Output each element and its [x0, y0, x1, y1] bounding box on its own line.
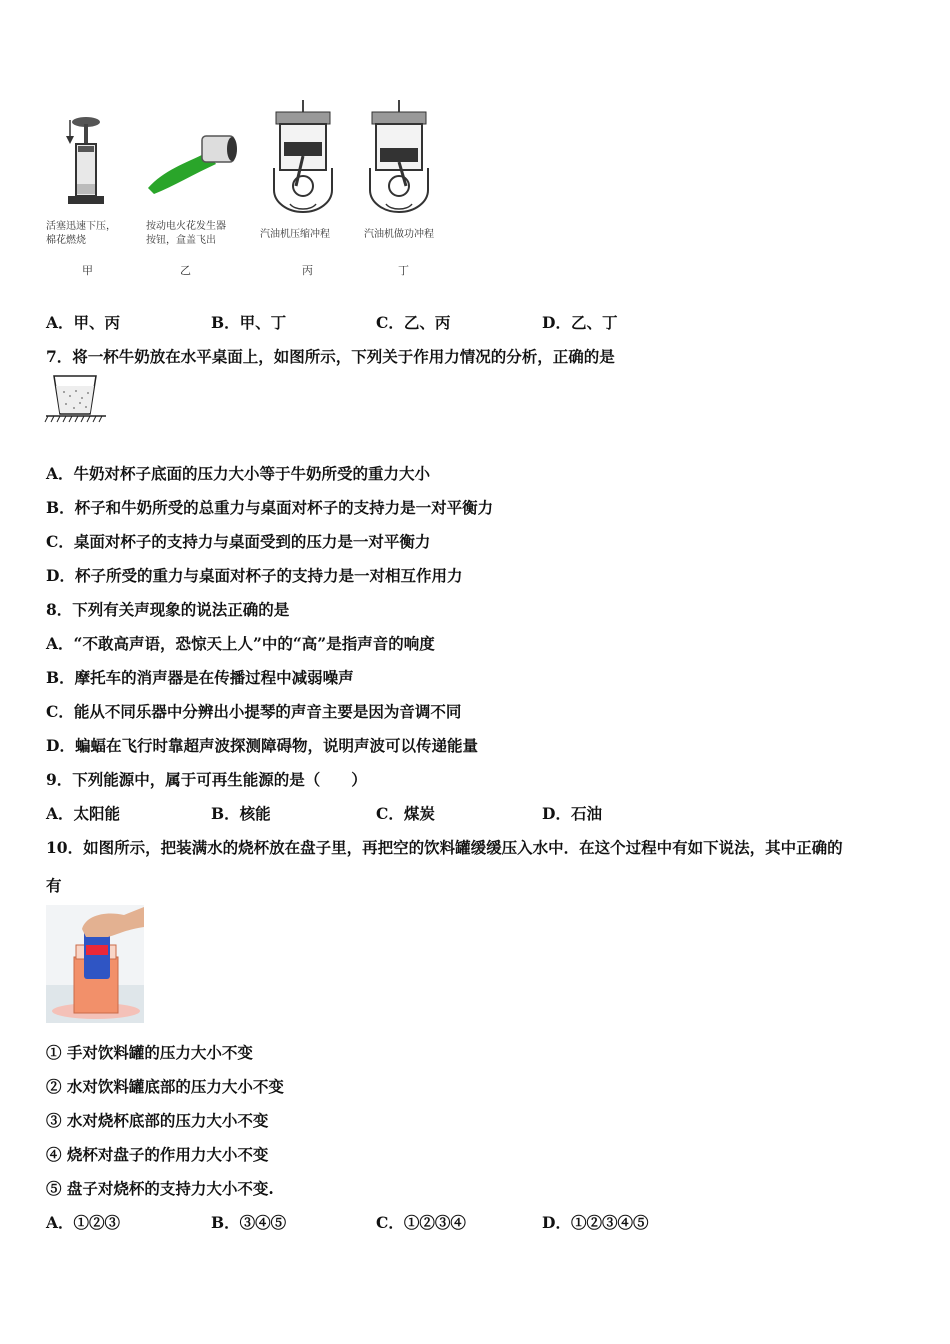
q10-statement-3: ③ 水对烧杯底部的压力大小不变 [46, 1111, 269, 1130]
q7-option-d: D．杯子所受的重力与桌面对杯子的支持力是一对相互作用力 [46, 566, 463, 585]
figure-caption-jia [46, 220, 116, 248]
q8-stem: 8．下列有关声现象的说法正确的是 [46, 600, 290, 619]
q8-option-c: C．能从不同乐器中分辨出小提琴的声音主要是因为音调不同 [46, 702, 462, 721]
q6-option-d: D．乙、丁 [542, 313, 618, 332]
compression-stroke-figure [268, 98, 338, 216]
q8-option-b: B．摩托车的消声器是在传播过程中减弱噪声 [46, 668, 354, 687]
milk-cup-figure [44, 372, 108, 424]
q10-statement-4: ④ 烧杯对盘子的作用力大小不变 [46, 1145, 269, 1164]
q9-option-d: D．石油 [542, 804, 602, 823]
q9-option-b: B．核能 [211, 804, 271, 823]
q10-statement-1: ① 手对饮料罐的压力大小不变 [46, 1043, 253, 1062]
q8-option-d: D．蝙蝠在飞行时靠超声波探测障碍物，说明声波可以传递能量 [46, 736, 478, 755]
q10-statement-5: ⑤ 盘子对烧杯的支持力大小不变. [46, 1179, 274, 1198]
figure-caption-bing: 汽油机压缩冲程 [260, 229, 330, 240]
figure-label-ding: 丁 [398, 264, 409, 277]
q9-stem: 9．下列能源中，属于可再生能源的是（ ） [46, 770, 367, 789]
q6-option-b: B．甲、丁 [211, 313, 287, 332]
q6-option-c: C．乙、丙 [376, 313, 451, 332]
q7-option-a: A．牛奶对杯子底面的压力大小等于牛奶所受的重力大小 [46, 464, 431, 483]
caption-line: 按动电火花发生器 按钮，盒盖飞出 [146, 221, 226, 246]
figure-label-yi: 乙 [180, 264, 191, 277]
q8-option-a: A．“不敢高声语，恐惊天上人”中的“高”是指声音的响度 [46, 634, 435, 653]
q10-option-b: B．③④⑤ [211, 1213, 287, 1232]
q10-stem-line2: 有 [46, 876, 62, 895]
q7-option-c: C．桌面对杯子的支持力与桌面受到的压力是一对平衡力 [46, 532, 431, 551]
can-in-beaker-figure [46, 905, 144, 1023]
q10-option-d: D．①②③④⑤ [542, 1213, 649, 1232]
q10-option-a: A．①②③ [46, 1213, 121, 1232]
figure-label-jia: 甲 [82, 264, 93, 277]
q10-stem-line1: 10．如图所示，把装满水的烧杯放在盘子里，再把空的饮料罐缓缓压入水中．在这个过程中有如下说法，其中正确的 [46, 838, 843, 857]
power-stroke-figure [364, 98, 434, 216]
q7-option-b: B．杯子和牛奶所受的总重力与桌面对杯子的支持力是一对平衡力 [46, 498, 494, 517]
figure-caption-ding: 汽油机做功冲程 [364, 229, 434, 240]
q10-option-c: C．①②③④ [376, 1213, 466, 1232]
caption-line: 活塞迅速下压， 棉花燃烧 [46, 221, 116, 246]
figure-caption-yi [146, 220, 226, 248]
fire-syringe-figure [62, 112, 110, 212]
q10-statement-2: ② 水对饮料罐底部的压力大小不变 [46, 1077, 284, 1096]
q9-option-c: C．煤炭 [376, 804, 435, 823]
q7-stem: 7．将一杯牛奶放在水平桌面上，如图所示，下列关于作用力情况的分析，正确的是 [46, 347, 615, 366]
figure-label-bing: 丙 [302, 264, 313, 277]
q6-option-a: A．甲、丙 [46, 313, 121, 332]
spark-generator-figure [144, 130, 240, 200]
q9-option-a: A．太阳能 [46, 804, 121, 823]
